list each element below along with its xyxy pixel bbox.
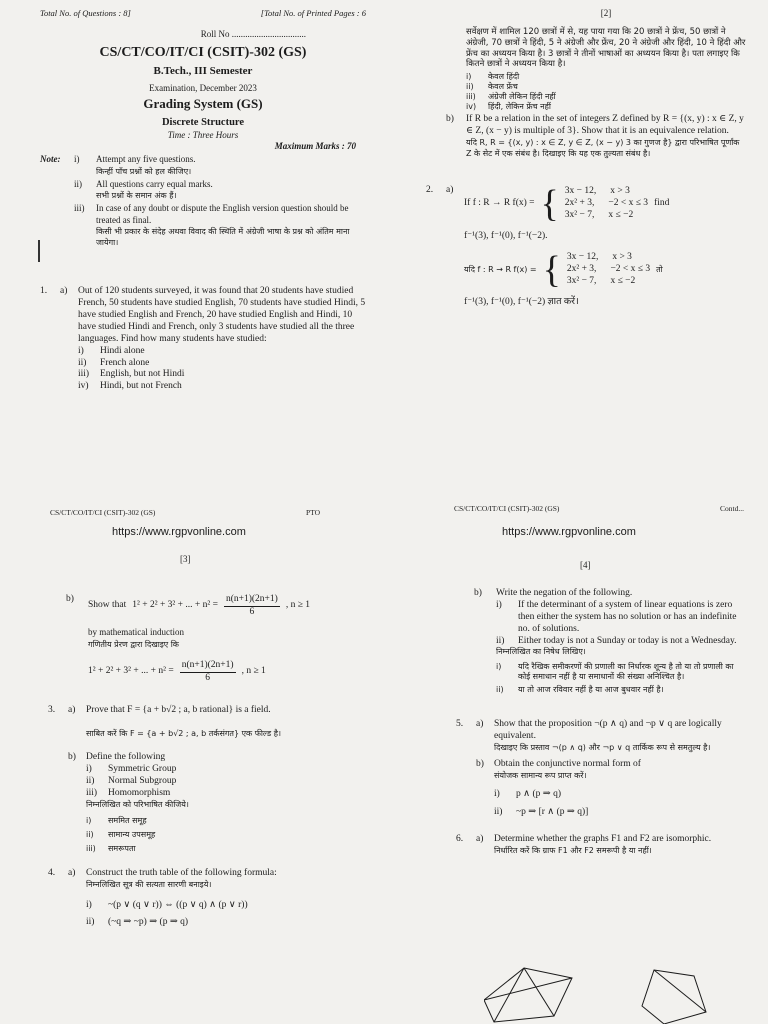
question-text-hindi: निम्नलिखित सूत्र की सत्यता सारणी बनाइये। <box>86 879 212 889</box>
sub-item: iii) अंग्रेजी लेकिन हिंदी नहीं <box>466 91 556 101</box>
formula-lead: Show that <box>88 600 127 611</box>
sub-item: ii) Normal Subgroup <box>86 776 177 787</box>
question-part: a) <box>68 867 76 878</box>
question-number: 3. <box>48 704 56 715</box>
inverse-list-hindi: f⁻¹(3), f⁻¹(0), f⁻¹(−2) ज्ञात करें। <box>464 297 579 308</box>
note-en: All questions carry equal marks. <box>96 178 213 189</box>
question-body <box>88 594 364 619</box>
maximum-marks: Maximum Marks : 70 <box>274 141 356 151</box>
sub-item: ii) French alone <box>78 357 150 368</box>
function-lead: यदि f : R → R f(x) = <box>464 265 537 275</box>
sub-item: i) p ∧ (p ⇒ q) <box>494 788 561 799</box>
note-item <box>40 154 366 177</box>
induction-formula-repeat: 1² + 2² + 3² + ... + n² = $\frac{n(n+1)(2n+1)}{6}$ , n ≥ 1 <box>88 660 266 683</box>
question-text: If R be a relation in the set of integers Z defined by R = {(x, y) : x ∈ Z, y ∈ Z, (x − y) is multiple of 3}. Show that it is an equivalence relation. <box>466 113 744 136</box>
question-text: Determine whether the graphs F1 and F2 are isomorphic. <box>494 834 712 845</box>
page-number: [3] <box>180 554 191 564</box>
question-body <box>464 185 746 309</box>
question-body <box>86 705 364 741</box>
question-number: 1. <box>40 286 48 297</box>
formula-fraction: $\frac{n(n+1)(2n+1)}{6}$ <box>181 660 234 683</box>
question-number: 5. <box>456 719 464 730</box>
sub-item: ii) या तो आज रविवार नहीं है या आज बुधवार नहीं है। <box>496 685 664 695</box>
question-part: b) <box>474 588 482 598</box>
sub-item: i) If the determinant of a system of linear equations is zero then either the system has no solution or has an indefinite no. of solutions. <box>496 599 737 634</box>
page-2 <box>384 0 768 512</box>
question-text-hindi: निर्धारित करें कि ग्राफ F1 और F2 समरूपी है या नहीं। <box>494 846 652 856</box>
question-body <box>494 834 746 858</box>
page-number: [2] <box>600 8 612 18</box>
question-body <box>86 868 364 930</box>
function-trail: find <box>654 198 670 209</box>
sub-item: i) सममित समूह <box>86 815 147 825</box>
note-en: In case of any doubt or dispute the English version question should be treated as final. <box>96 203 349 225</box>
question-body <box>86 752 364 853</box>
question-2a <box>426 185 746 309</box>
question-text: Show that the proposition ¬(p ∧ q) and ¬p ∨ q are logically equivalent. <box>494 719 722 742</box>
graph-f1 <box>484 968 572 1022</box>
question-text: Obtain the conjunctive normal form of <box>494 758 641 769</box>
sub-item: iii) English, but not Hindi <box>78 369 185 380</box>
time-allowed: Time : Three Hours <box>167 129 239 140</box>
question-4a <box>48 868 364 930</box>
question-part: a) <box>476 719 484 730</box>
question-text-hindi: साबित करें कि F = {a + b√2 ; a, b तर्कसंगत} एक फील्ड है। <box>86 728 282 738</box>
question-text: Write the negation of the following. <box>496 588 633 598</box>
piecewise-function <box>464 183 746 226</box>
function-cases: 3x − 12, x > 3 2x² + 3, −2 < x ≤ 3 3x² − 7, x ≤ −2 <box>566 252 651 287</box>
question-number: 4. <box>48 867 56 878</box>
page-4 <box>384 512 768 1024</box>
question-text: Construct the truth table of the following formula: <box>86 867 277 878</box>
question-text-hindi: संयोजक सामान्य रूप प्राप्त करें। <box>494 770 587 780</box>
source-url[interactable]: https://www.rgpvonline.com <box>112 526 246 538</box>
question-1a-hindi: सर्वेक्षण में शामिल 120 छात्रों में से, यह पाया गया कि 20 छात्रों ने फ्रेंच, 50 छात्रों ने अंग्रेजी, 70 छात्रों ने हिंदी, 5 ने अंग्रेजी और फ्रेंच, 20 ने अंग्रेजी और हिंदी, 10 ने हिंदी और फ्रेंच का अध्ययन किया है। 3 छात्रों ने तीनों भाषाओं का अध्ययन किया है। पता लगाइए कि कितने छात्रों ने अध्ययन किया है। <box>466 27 746 70</box>
note-number: iii) <box>74 203 85 214</box>
induction-hi: गणितीय प्रेरण द्वारा दिखाइए कि <box>88 640 179 649</box>
note-text <box>96 203 366 248</box>
question-1c <box>66 594 364 619</box>
page-number: [4] <box>580 560 591 570</box>
page-1 <box>0 0 384 517</box>
brace-icon: { <box>540 183 559 226</box>
function-lead: If f : R → R f(x) = <box>464 198 535 209</box>
question-1b <box>446 114 746 162</box>
formula-condition: , n ≥ 1 <box>285 600 311 611</box>
question-3a <box>48 705 364 741</box>
sub-item: iii) समरूपता <box>86 843 136 853</box>
page-header <box>40 8 366 19</box>
question-part: a) <box>68 704 76 715</box>
exam-session: Examination, December 2023 <box>149 83 257 94</box>
question-text: Prove that F = {a + b√2 ; a, b rational} is a field. <box>86 704 271 715</box>
question-1a <box>40 286 366 393</box>
question-text-hindi: निम्नलिखित का निषेध लिखिए। <box>496 647 586 657</box>
question-text-hindi: यदि R, R = {(x, y) : x ∈ Z, y ∈ Z, (x − y) 3 का गुणज है} द्वारा परिभाषित पूर्णांक Z के सेट में एक संबंध है। दिखाइए कि यह एक तुल्यता संबंध है। <box>466 137 740 159</box>
question-body <box>494 759 746 819</box>
question-part: a) <box>60 286 68 297</box>
footer-code: CS/CT/CO/IT/CI (CSIT)-302 (GS) <box>50 508 156 517</box>
note-item <box>40 179 366 202</box>
note-hi: सभी प्रश्नों के समान अंक हैं। <box>96 191 177 200</box>
question-part: a) <box>476 834 484 845</box>
function-trail: तो <box>656 265 663 275</box>
question-3b <box>48 752 364 853</box>
question-number: 6. <box>456 834 464 845</box>
sub-item: i) केवल हिंदी <box>466 71 520 81</box>
question-part: b) <box>476 758 484 769</box>
question-4b <box>474 588 746 695</box>
question-part: b) <box>68 752 76 763</box>
question-part: a) <box>446 185 454 196</box>
sub-item: iv) हिंदी, लेकिन फ्रेंच नहीं <box>466 101 551 111</box>
question-text-hindi: दिखाइए कि प्रस्ताव ¬(p ∧ q) और ¬p ∨ q तार्किक रूप से समतुल्य है। <box>494 743 711 752</box>
sub-item: ii) Either today is not a Sunday or today is not a Wednesday. <box>496 635 737 646</box>
inverse-list: f⁻¹(3), f⁻¹(0), f⁻¹(−2). <box>464 231 548 242</box>
note-en: Attempt any five questions. <box>96 154 196 165</box>
graph-figures <box>484 966 744 1024</box>
question-body <box>494 719 746 755</box>
note-number: ii) <box>74 178 82 189</box>
sub-item: i) Symmetric Group <box>86 764 177 775</box>
question-part: b) <box>66 594 74 604</box>
sub-item: i) ~(p ∨ (q ∨ r)) ⇔ ((p ∨ q) ∧ (p ∨ r)) <box>86 899 248 910</box>
sub-item: iv) Hindi, but not French <box>78 381 182 392</box>
induction-en: by mathematical induction <box>88 626 184 637</box>
question-part: b) <box>446 113 454 124</box>
page-3 <box>0 512 384 1024</box>
total-questions: Total No. of Questions : 8] <box>40 8 131 18</box>
sub-item: ii) सामान्य उपसमूह <box>86 829 156 839</box>
total-pages: [Total No. of Printed Pages : 6 <box>260 8 366 18</box>
footer-pto: PTO <box>305 508 320 517</box>
note-text <box>96 179 366 202</box>
note-text <box>96 154 366 177</box>
hindi-items <box>466 72 746 112</box>
question-5b <box>456 759 746 819</box>
note-hi: किसी भी प्रकार के संदेह अथवा विवाद की स्थिति में अंग्रेजी भाषा के प्रश्न को अंतिम माना जायेगा। <box>96 226 350 247</box>
question-body <box>78 286 366 393</box>
margin-mark <box>38 240 40 262</box>
question-number: 2. <box>426 185 434 196</box>
note-label: Note: <box>40 154 61 165</box>
graph-f2 <box>642 970 706 1024</box>
semester: B.Tech., III Semester <box>153 65 253 78</box>
note-hi: किन्हीं पाँच प्रश्नों को हल कीजिए। <box>96 166 192 176</box>
footer-code: CS/CT/CO/IT/CI (CSIT)-302 (GS) <box>454 504 560 513</box>
brace-icon: { <box>542 249 561 292</box>
footer-contd: Contd... <box>720 504 744 513</box>
note-number: i) <box>74 154 80 165</box>
question-body <box>466 114 746 162</box>
sub-item: i) यदि रैखिक समीकरणों की प्रणाली का निर्धारक शून्य है तो या तो प्रणाली का कोई समाधान नहीं है या समाधानों की संख्या अनिश्चित है। <box>496 662 734 682</box>
question-text: Define the following <box>86 752 166 763</box>
formula-fraction: $\frac{n(n+1)(2n+1)}{6}$ <box>225 594 278 617</box>
sub-item: iii) Homomorphism <box>86 788 171 798</box>
sub-item: ii) (~q ⇒ ~p) ⇒ (p ⇒ q) <box>86 917 189 928</box>
sub-item: i) Hindi alone <box>78 345 145 356</box>
piecewise-function-hindi <box>464 249 746 292</box>
question-text-hindi: निम्नलिखित को परिभाषित कीजिये। <box>86 799 189 809</box>
function-cases: 3x − 12, x > 3 2x² + 3, −2 < x ≤ 3 3x² − 7, x ≤ −2 <box>564 186 649 221</box>
subject-title: Discrete Structure <box>161 116 245 128</box>
sub-item: ii) केवल फ्रेंच <box>466 81 518 91</box>
note-item <box>40 203 366 248</box>
roll-number: Roll No ................................. <box>200 28 306 39</box>
question-body <box>496 588 746 695</box>
paper-code: CS/CT/CO/IT/CI (CSIT)-302 (GS) <box>99 44 307 60</box>
source-url[interactable]: https://www.rgpvonline.com <box>502 526 636 538</box>
formula-lhs: 1² + 2² + 3² + ... + n² = <box>132 600 218 611</box>
induction-formula <box>88 594 364 619</box>
grading-system: Grading System (GS) <box>143 96 263 112</box>
question-6a <box>456 834 746 858</box>
sub-item: ii) ~p ⇒ [r ∧ (p ⇒ q)] <box>494 806 589 817</box>
question-5a <box>456 719 746 755</box>
question-text: Out of 120 students surveyed, it was found that 20 students have studied French, 50 students have studied English, 70 students have studied Hindi, 5 have studied English and French, 20 have studied English and Hindi, 10 have studied Hindi and French, only 3 students have studied all the three languages. Find how many students have studied: <box>78 286 366 344</box>
